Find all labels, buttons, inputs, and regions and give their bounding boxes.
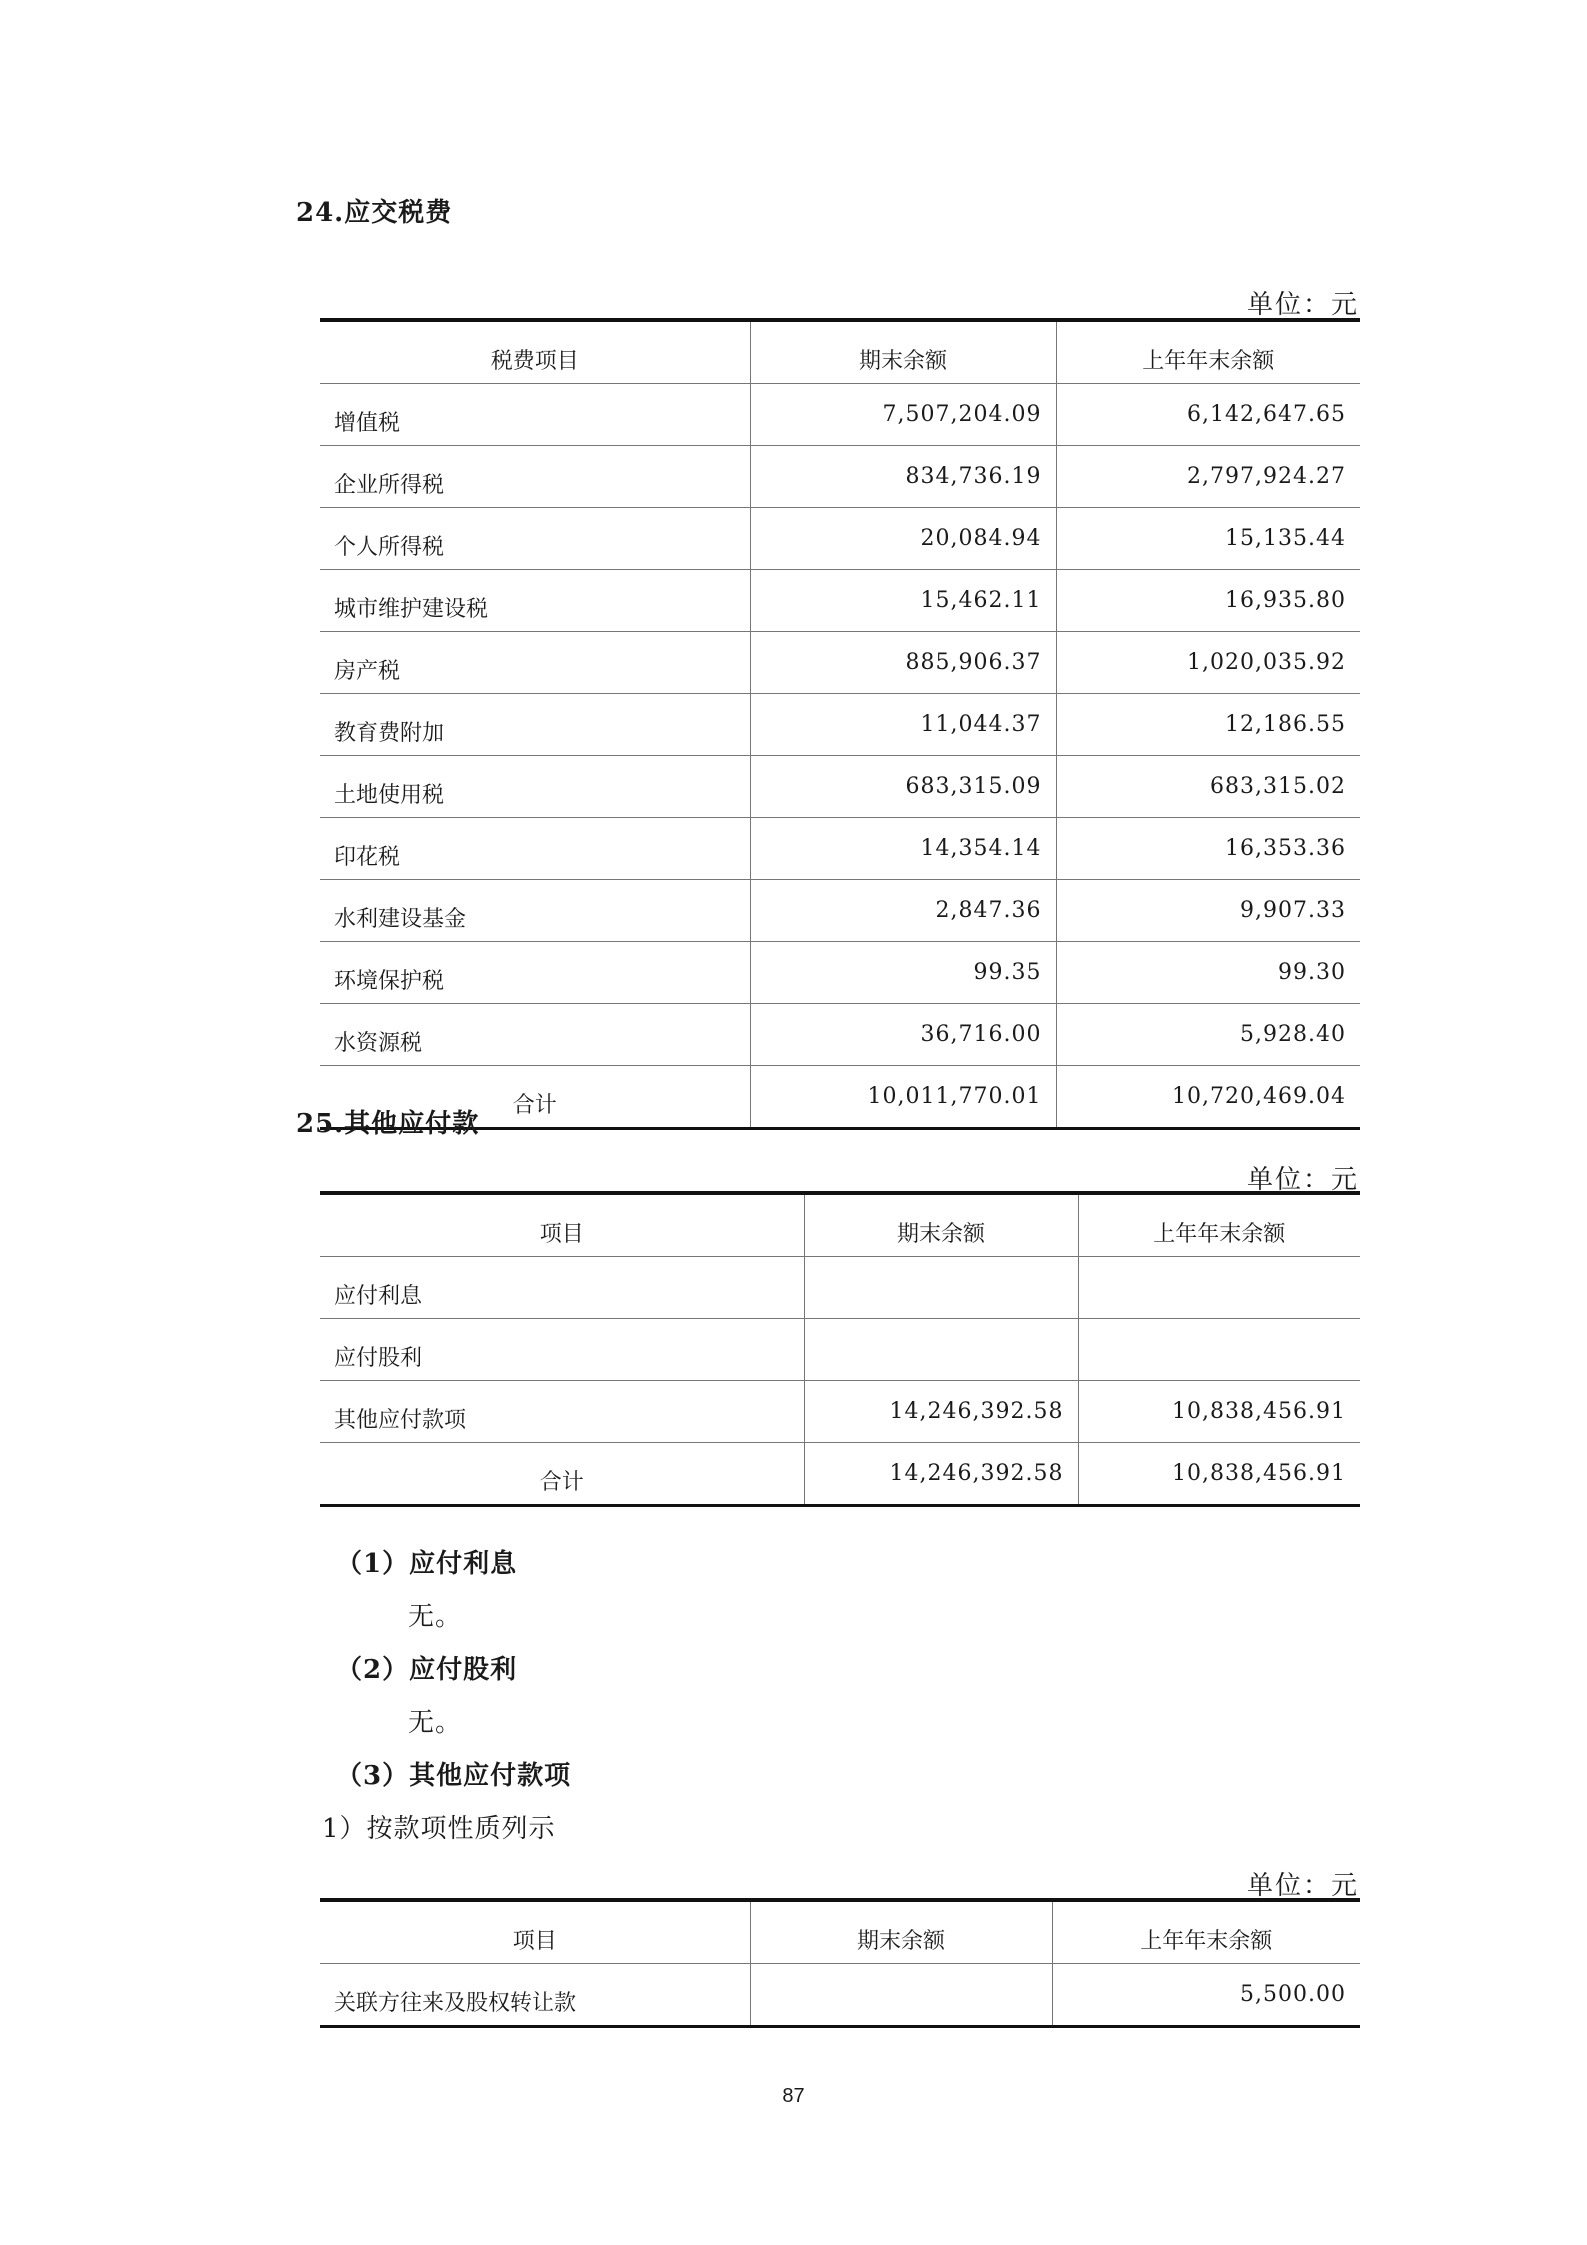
row-label: 水资源税 <box>320 1004 750 1066</box>
table-row <box>320 570 1360 632</box>
table-header-row <box>320 320 1360 384</box>
table-row <box>320 1257 1360 1319</box>
col-header-end-balance: 期末余额 <box>804 1193 1078 1257</box>
col-header-end-balance: 期末余额 <box>750 320 1056 384</box>
table-row <box>320 384 1360 446</box>
row-prev-value: 2,797,924.27 <box>1056 446 1360 508</box>
table-row <box>320 446 1360 508</box>
table-row <box>320 756 1360 818</box>
row-prev-value: 9,907.33 <box>1056 880 1360 942</box>
col-header-item: 项目 <box>320 1900 750 1964</box>
col-header-prev-balance: 上年年末余额 <box>1078 1193 1360 1257</box>
section-24-unit: 单位：元 <box>1246 290 1359 320</box>
row-prev-value: 15,135.44 <box>1056 508 1360 570</box>
table-row <box>320 694 1360 756</box>
other-payables-by-nature-table <box>320 1898 1360 2028</box>
row-label: 印花税 <box>320 818 750 880</box>
row-label: 环境保护税 <box>320 942 750 1004</box>
row-prev-value: 99.30 <box>1056 942 1360 1004</box>
table-row <box>320 880 1360 942</box>
row-label: 其他应付款项 <box>320 1381 804 1443</box>
sub-2-title: （2）应付股利 <box>336 1655 518 1685</box>
row-prev-value: 5,500.00 <box>1052 1964 1360 2027</box>
row-prev-value <box>1078 1257 1360 1319</box>
row-end-value: 36,716.00 <box>750 1004 1056 1066</box>
section-25-unit: 单位：元 <box>1246 1165 1359 1195</box>
row-end-value <box>804 1257 1078 1319</box>
total-end-value: 14,246,392.58 <box>804 1443 1078 1506</box>
total-label: 合计 <box>320 1066 750 1129</box>
table-header-row <box>320 1900 1360 1964</box>
row-end-value: 15,462.11 <box>750 570 1056 632</box>
sub-1-title: （1）应付利息 <box>336 1549 518 1579</box>
row-label: 关联方往来及股权转让款 <box>320 1964 750 2027</box>
section-25-title: 25.其他应付款 <box>296 1109 480 1139</box>
row-prev-value: 6,142,647.65 <box>1056 384 1360 446</box>
row-prev-value: 16,935.80 <box>1056 570 1360 632</box>
row-label: 城市维护建设税 <box>320 570 750 632</box>
page-number: 87 <box>782 2085 805 2107</box>
total-label: 合计 <box>320 1443 804 1506</box>
table-total-row <box>320 1443 1360 1506</box>
total-prev-value: 10,838,456.91 <box>1078 1443 1360 1506</box>
sub-3-title: （3）其他应付款项 <box>336 1761 572 1791</box>
row-label: 应付股利 <box>320 1319 804 1381</box>
col-header-item: 项目 <box>320 1193 804 1257</box>
col-header-end-balance: 期末余额 <box>750 1900 1052 1964</box>
col-header-prev-balance: 上年年末余额 <box>1056 320 1360 384</box>
row-end-value <box>804 1319 1078 1381</box>
row-label: 土地使用税 <box>320 756 750 818</box>
row-end-value: 683,315.09 <box>750 756 1056 818</box>
row-label: 房产税 <box>320 632 750 694</box>
row-prev-value: 16,353.36 <box>1056 818 1360 880</box>
row-end-value: 14,354.14 <box>750 818 1056 880</box>
row-prev-value: 5,928.40 <box>1056 1004 1360 1066</box>
table-row <box>320 632 1360 694</box>
total-end-value: 10,011,770.01 <box>750 1066 1056 1129</box>
row-end-value: 2,847.36 <box>750 880 1056 942</box>
tax-payable-table <box>320 318 1360 1130</box>
row-end-value: 99.35 <box>750 942 1056 1004</box>
row-label: 应付利息 <box>320 1257 804 1319</box>
row-prev-value: 1,020,035.92 <box>1056 632 1360 694</box>
sub-1-text: 无。 <box>408 1602 463 1632</box>
table-row <box>320 942 1360 1004</box>
table-row <box>320 1319 1360 1381</box>
row-label: 个人所得税 <box>320 508 750 570</box>
row-label: 水利建设基金 <box>320 880 750 942</box>
row-end-value: 834,736.19 <box>750 446 1056 508</box>
section-24-title: 24.应交税费 <box>296 198 453 228</box>
row-label: 增值税 <box>320 384 750 446</box>
other-payables-table <box>320 1191 1360 1507</box>
table-row <box>320 1004 1360 1066</box>
total-prev-value: 10,720,469.04 <box>1056 1066 1360 1129</box>
table-row <box>320 1381 1360 1443</box>
sub-2-text: 无。 <box>408 1708 463 1738</box>
table-row <box>320 1964 1360 2027</box>
row-label: 教育费附加 <box>320 694 750 756</box>
table-row <box>320 508 1360 570</box>
row-end-value: 20,084.94 <box>750 508 1056 570</box>
row-prev-value: 10,838,456.91 <box>1078 1381 1360 1443</box>
row-end-value: 7,507,204.09 <box>750 384 1056 446</box>
sub-3-text: 1）按款项性质列示 <box>322 1814 556 1844</box>
col-header-item: 税费项目 <box>320 320 750 384</box>
table-row <box>320 818 1360 880</box>
col-header-prev-balance: 上年年末余额 <box>1052 1900 1360 1964</box>
row-end-value: 885,906.37 <box>750 632 1056 694</box>
row-end-value: 11,044.37 <box>750 694 1056 756</box>
table-header-row <box>320 1193 1360 1257</box>
row-end-value <box>750 1964 1052 2027</box>
table-3-unit: 单位：元 <box>1246 1871 1359 1901</box>
row-label: 企业所得税 <box>320 446 750 508</box>
row-prev-value <box>1078 1319 1360 1381</box>
row-prev-value: 12,186.55 <box>1056 694 1360 756</box>
row-end-value: 14,246,392.58 <box>804 1381 1078 1443</box>
row-prev-value: 683,315.02 <box>1056 756 1360 818</box>
